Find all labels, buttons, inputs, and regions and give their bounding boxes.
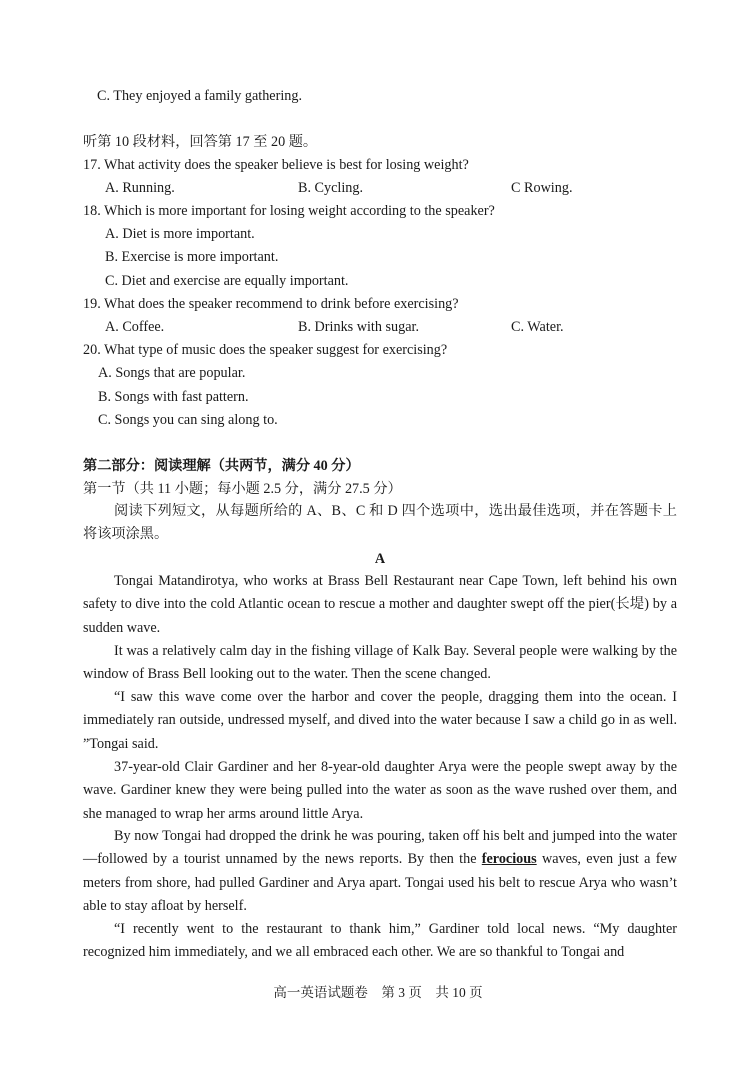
q19-option-c: C. Water. bbox=[511, 319, 564, 335]
q18-option-b: B. Exercise is more important. bbox=[105, 249, 279, 265]
q17-option-c: C Rowing. bbox=[511, 180, 573, 196]
q20-option-b: B. Songs with fast pattern. bbox=[98, 389, 249, 405]
paragraph-5-text-before: By now Tongai had dropped the drink he was pouring, taken off his belt and jumped into the water—followed by a tourist unnamed by the news reports. By then the bbox=[83, 828, 677, 868]
q18-option-c: C. Diet and exercise are equally important. bbox=[105, 273, 349, 289]
passage-paragraph-6: “I recently went to the restaurant to thank him,” Gardiner told local news. “My daughter recognized him immediately, and we all embraced each other. We are so thankful to Tongai and bbox=[83, 921, 677, 961]
reading-directions: 阅读下列短文，从每题所给的 A、B、C 和 D 四个选项中，选出最佳选项，并在答题卡上将该项涂黑。 bbox=[83, 503, 677, 543]
q19-stem: 19. What does the speaker recommend to drink before exercising? bbox=[83, 296, 459, 312]
q17-stem: 17. What activity does the speaker believe is best for losing weight? bbox=[83, 157, 469, 173]
passage-paragraph-4: 37-year-old Clair Gardiner and her 8-year-old daughter Arya were the people swept away by the wave. Gardiner knew they were being pulled into the water as soon as the wave rushed over them, and she managed to wrap her arms around little Arya. bbox=[83, 759, 677, 822]
vocabulary-word-ferocious: ferocious bbox=[481, 851, 537, 868]
q19-option-a: A. Coffee. bbox=[105, 319, 165, 335]
q17-option-b: B. Cycling. bbox=[298, 180, 364, 196]
section-one-title: 第一节（共 11 小题；每小题 2.5 分，满分 27.5 分） bbox=[83, 481, 402, 497]
passage-label: A bbox=[374, 551, 386, 567]
q20-stem: 20. What type of music does the speaker suggest for exercising? bbox=[83, 342, 448, 358]
passage-paragraph-1: Tongai Matandirotya, who works at Brass Bell Restaurant near Cape Town, left behind his own safety to dive into the cold Atlantic ocean to rescue a mother and daughter swept off the pier(长堤) by a sudden wave. bbox=[83, 573, 677, 636]
passage-paragraph-5 bbox=[83, 825, 677, 918]
q18-option-a: A. Diet is more important. bbox=[105, 226, 255, 242]
passage-paragraph-3: “I saw this wave come over the harbor and cover the people, dragging them into the ocean. I immediately ran outside, undressed myself, and dived into the water because I saw a child go in as well. ”Tongai said. bbox=[83, 689, 677, 752]
q20-option-c: C. Songs you can sing along to. bbox=[98, 412, 278, 428]
q20-option-a: A. Songs that are popular. bbox=[98, 365, 246, 381]
passage-paragraph-2: It was a relatively calm day in the fishing village of Kalk Bay. Several people were walking by the window of Brass Bell looking out to the water. Then the scene changed. bbox=[83, 643, 677, 683]
paragraph-5-text-after: waves, even just a few meters from shore, had pulled Gardiner and Arya apart. Tongai used his belt to rescue Arya who wasn’t able to stay afloat by herself. bbox=[83, 851, 677, 914]
q17-option-a: A. Running. bbox=[105, 180, 175, 196]
q16-option-c: C. They enjoyed a family gathering. bbox=[97, 88, 303, 104]
q18-stem: 18. Which is more important for losing weight according to the speaker? bbox=[83, 203, 495, 219]
part-two-title: 第二部分：阅读理解（共两节，满分 40 分） bbox=[83, 458, 360, 474]
q19-option-b: B. Drinks with sugar. bbox=[298, 319, 419, 335]
page-footer: 高一英语试题卷 第 3 页 共 10 页 bbox=[273, 985, 483, 1000]
listening-instruction: 听第 10 段材料，回答第 17 至 20 题。 bbox=[83, 134, 318, 150]
